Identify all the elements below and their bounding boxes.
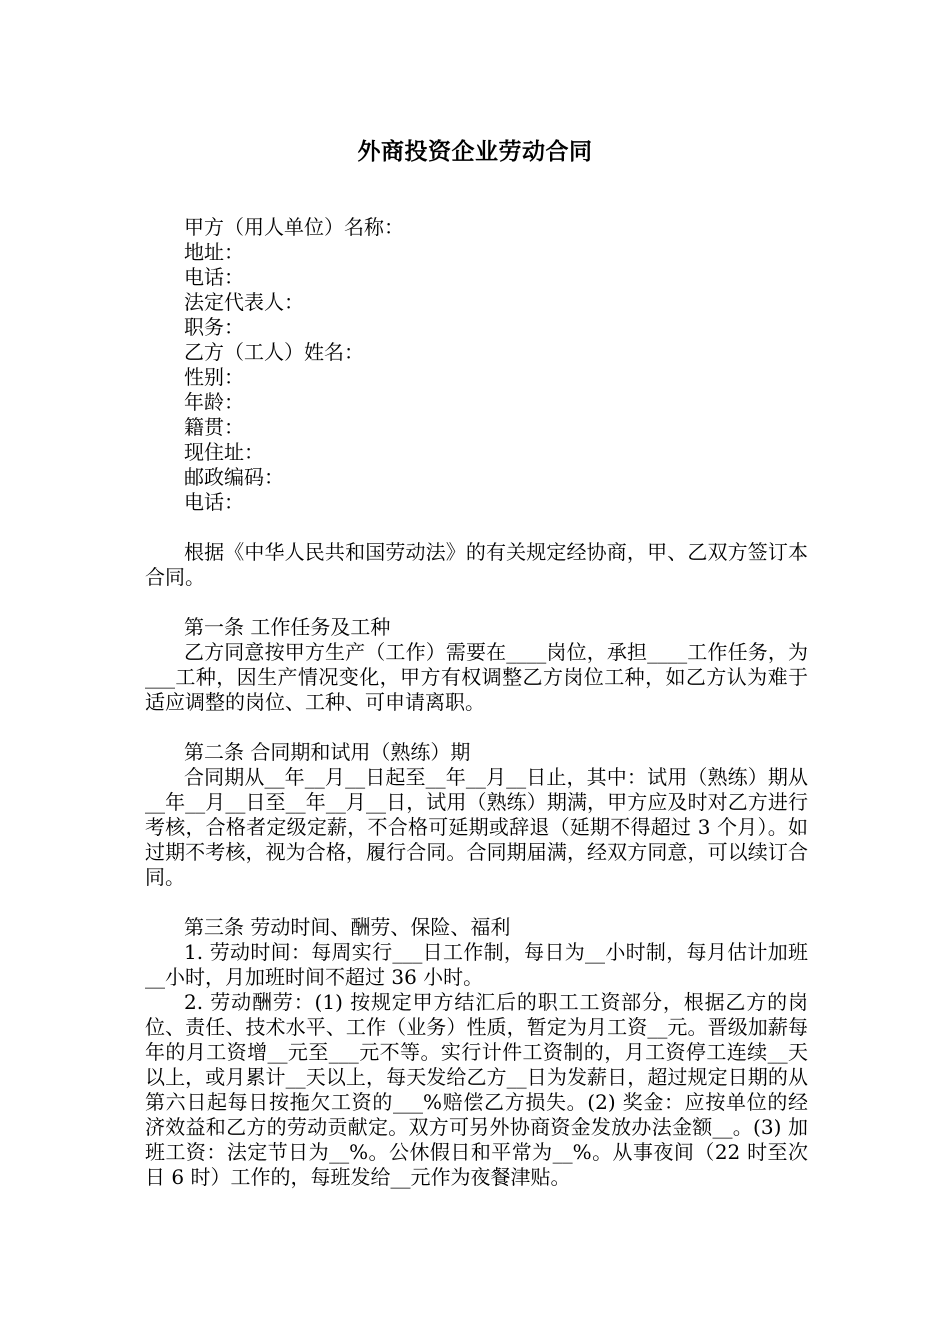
spacer xyxy=(145,890,808,915)
field-postal-code: 邮政编码： xyxy=(184,465,284,489)
field-employer-phone: 电话： xyxy=(184,265,244,289)
article-heading: 第一条 工作任务及工种 xyxy=(184,615,391,639)
field-current-address: 现住址： xyxy=(184,440,264,464)
intro-paragraph: 根据《中华人民共和国劳动法》的有关规定经协商，甲、乙双方签订本合同。 xyxy=(145,540,808,589)
article-paragraph: 2. 劳动酬劳：(1) 按规定甲方结汇后的职工工资部分，根据乙方的岗位、责任、技术水平、工作（业务）性质，暂定为月工资__元。晋级加薪每年的月工资增__元至___元不等。实行计件工资制的，月工资停工连续__天以上，或月累计__天以上，每天发给乙方__日为发薪日，超过规定日期的从第六日起每日按拖欠工资的___%赔偿乙方损失。(2) 奖金：应按单位的经济效益和乙方的劳动贡献定。双方可另外协商资金发放办法金额__。(3) 加班工资：法定节日为__%。公休假日和平常为__%。从事夜间（22 时至次日 6 时）工作的，每班发给__元作为夜餐津贴。 xyxy=(145,990,808,1189)
field-employer-address: 地址： xyxy=(184,240,244,264)
article-1 xyxy=(145,615,808,715)
article-heading: 第二条 合同期和试用（熟练）期 xyxy=(184,740,471,764)
article-paragraph: 合同期从__年__月__日起至__年__月__日止，其中：试用（熟练）期从__年__月__日至__年__月__日，试用（熟练）期满，甲方应及时对乙方进行考核，合格者定级定薪，不合格可延期或辞退（延期不得超过 3 个月）。如过期不考核，视为合格，履行合同。合同期届满，经双方同意，可以续订合同。 xyxy=(145,765,808,889)
field-age: 年龄： xyxy=(184,390,244,414)
article-paragraph: 1. 劳动时间：每周实行___日工作制，每日为__小时制，每月估计加班__小时，月加班时间不超过 36 小时。 xyxy=(145,940,808,989)
spacer xyxy=(145,715,808,740)
field-employer-name: 甲方（用人单位）名称： xyxy=(184,215,404,239)
field-legal-representative: 法定代表人： xyxy=(184,290,304,314)
field-position: 职务： xyxy=(184,315,244,339)
article-3 xyxy=(145,915,808,1190)
spacer xyxy=(145,515,808,540)
party-fields xyxy=(145,215,808,515)
document-title: 外商投资企业劳动合同 xyxy=(357,138,593,165)
document-body xyxy=(145,215,808,1190)
spacer xyxy=(145,590,808,615)
article-paragraph: 乙方同意按甲方生产（工作）需要在____岗位，承担____工作任务，为___工种，因生产情况变化，甲方有权调整乙方岗位工种，如乙方认为难于适应调整的岗位、工种、可申请离职。 xyxy=(145,640,808,714)
field-worker-name: 乙方（工人）姓名： xyxy=(184,340,364,364)
article-heading: 第三条 劳动时间、酬劳、保险、福利 xyxy=(184,915,511,939)
field-native-place: 籍贯： xyxy=(184,415,244,439)
field-worker-phone: 电话： xyxy=(184,490,244,514)
article-2 xyxy=(145,740,808,890)
field-gender: 性别： xyxy=(184,365,244,389)
